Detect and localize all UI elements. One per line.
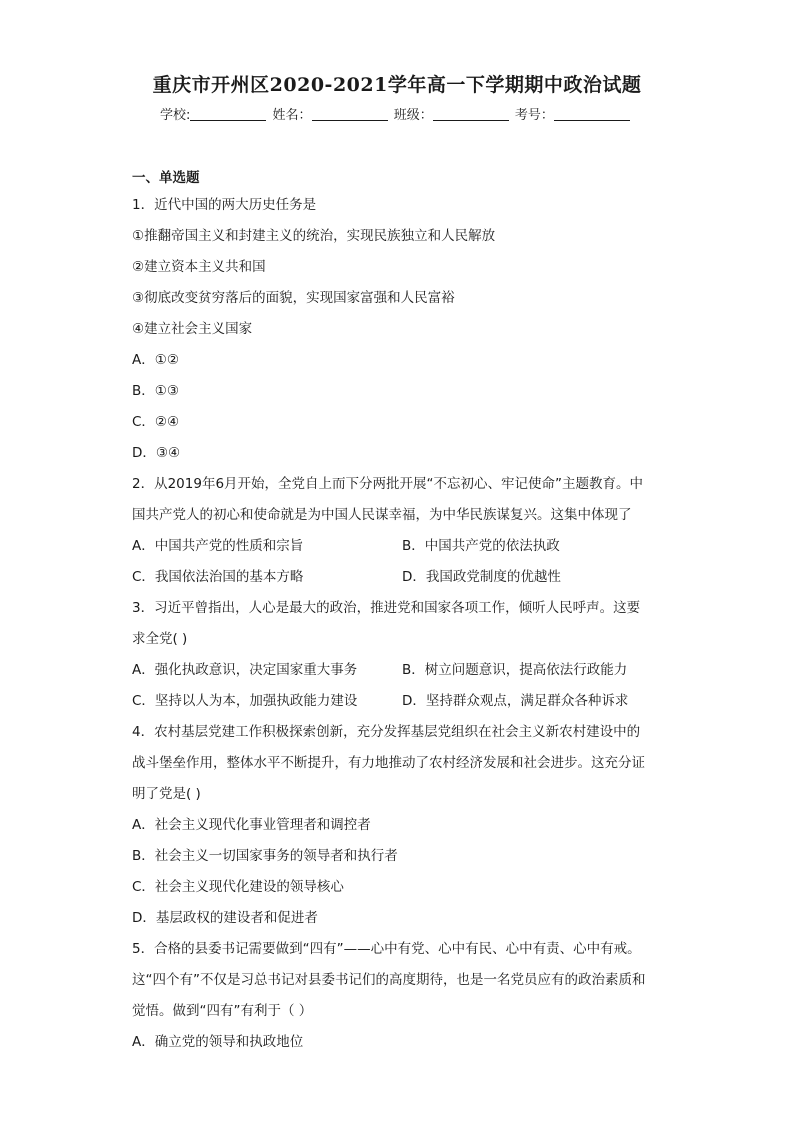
question-stem-line: 求全党( ) [132,631,188,647]
option-d[interactable]: D．③④ [132,445,181,461]
question-4 [132,717,672,934]
option-row [132,562,672,593]
option-a[interactable]: A．确立党的领导和执政地位 [132,1034,304,1050]
option-c[interactable]: C．②④ [132,414,180,430]
class-label: 班级： [393,108,433,123]
exam-number-field[interactable] [515,104,632,123]
option-a[interactable]: A．中国共产党的性质和宗旨 [132,538,304,554]
option-a[interactable]: A．强化执政意识，决定国家重大事务 [132,662,358,678]
question-stem-line: 觉悟。做到“四有”有利于（ ） [132,1003,313,1019]
question-stem-line: 明了党是( ) [132,786,201,802]
student-info-line [160,104,632,123]
question-stem-line: 4．农村基层党建工作积极探索创新，充分发挥基层党组织在社会主义新农村建设中的 [132,724,641,740]
section-heading: 一、单选题 [132,170,200,186]
question-stem-line: 战斗堡垒作用，整体水平不断提升，有力地推动了农村经济发展和社会进步。这充分证 [132,755,645,771]
option-c[interactable]: C．坚持以人为本，加强执政能力建设 [132,693,358,709]
school-label: 学校: [160,108,191,123]
class-blank[interactable] [433,108,509,121]
statement-item: ①推翻帝国主义和封建主义的统治，实现民族独立和人民解放 [132,228,496,244]
question-stem-line: 3．习近平曾指出，人心是最大的政治，推进党和国家各项工作，倾听人民呼声。这要 [132,600,641,616]
question-list [132,166,672,1058]
statement-item: ②建立资本主义共和国 [132,259,266,275]
document-title: 重庆市开州区2020-2021学年高一下学期期中政治试题 [152,74,642,96]
exam-number-label: 考号： [514,108,554,123]
option-d[interactable]: D．坚持群众观点，满足群众各种诉求 [402,693,629,709]
option-a[interactable]: A．①② [132,352,179,368]
option-a[interactable]: A．社会主义现代化事业管理者和调控者 [132,817,371,833]
school-field[interactable] [160,104,268,123]
option-d[interactable]: D．我国政党制度的优越性 [402,569,561,585]
option-b[interactable]: B．社会主义一切国家事务的领导者和执行者 [132,848,398,864]
question-3 [132,593,672,717]
statement-item: ④建立社会主义国家 [132,321,253,337]
option-row [132,686,672,717]
question-stem-line: 5．合格的县委书记需要做到“四有”——心中有党、心中有民、心中有责、心中有戒。 [132,941,641,957]
question-stem-line: 2．从2019年6月开始，全党自上而下分两批开展“不忘初心、牢记使命”主题教育。中 [132,476,644,492]
option-row [132,655,672,686]
option-row [132,531,672,562]
option-b[interactable]: B．中国共产党的依法执政 [402,538,560,554]
option-c[interactable]: C．我国依法治国的基本方略 [132,569,304,585]
option-b[interactable]: B．树立问题意识，提高依法行政能力 [402,662,628,678]
option-d[interactable]: D．基层政权的建设者和促进者 [132,910,318,926]
statement-item: ③彻底改变贫穷落后的面貌，实现国家富强和人民富裕 [132,290,455,306]
class-field[interactable] [394,104,511,123]
question-stem: 1．近代中国的两大历史任务是 [132,197,317,213]
question-1 [132,190,672,469]
question-2 [132,469,672,593]
exam-number-blank[interactable] [554,108,630,121]
name-label: 姓名： [272,108,312,123]
question-stem-line: 这“四个有”不仅是习总书记对县委书记们的高度期待，也是一名党员应有的政治素质和 [132,972,646,988]
question-stem-line: 国共产党人的初心和使命就是为中国人民谋幸福，为中华民族谋复兴。这集中体现了 [132,507,632,523]
name-blank[interactable] [312,108,388,121]
question-5 [132,934,672,1058]
option-c[interactable]: C．社会主义现代化建设的领导核心 [132,879,344,895]
school-blank[interactable] [190,108,266,121]
option-b[interactable]: B．①③ [132,383,179,399]
name-field[interactable] [273,104,390,123]
